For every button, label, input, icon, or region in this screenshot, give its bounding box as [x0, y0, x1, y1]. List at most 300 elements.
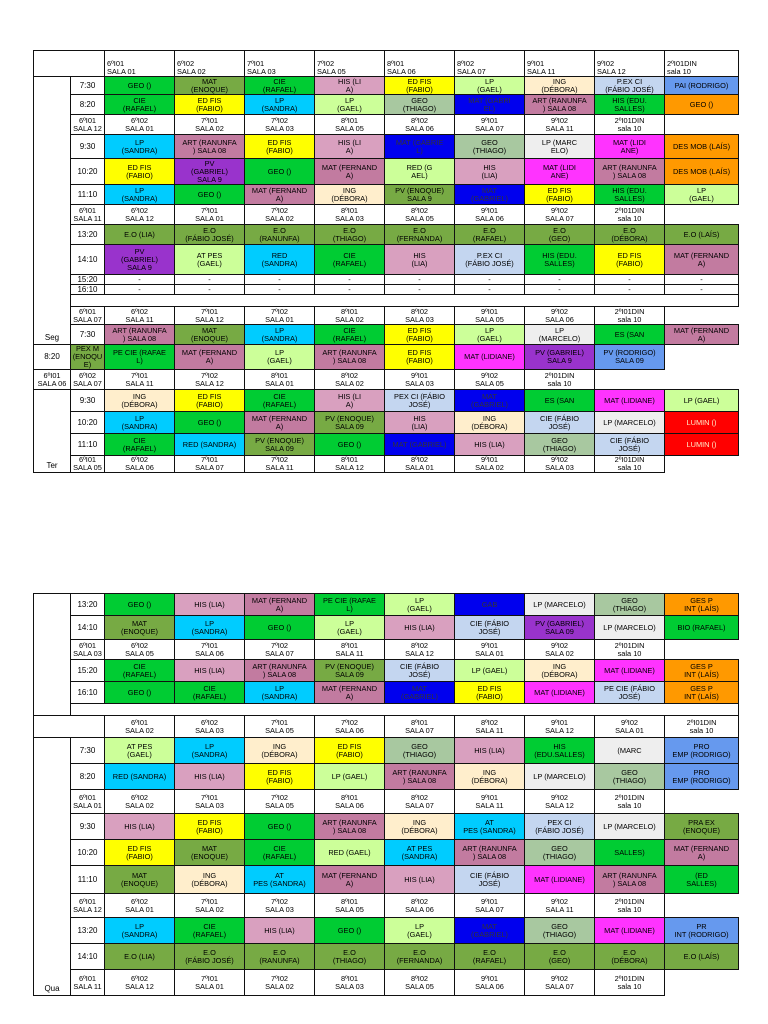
class-room-cell: 8ºI01 SALA 05 [315, 115, 385, 135]
class-room-cell: 6ºI01 SALA 02 [105, 716, 175, 738]
day-label [34, 51, 105, 77]
schedule-row [34, 135, 739, 159]
class-cell: HIS (LIA) [245, 918, 315, 944]
class-cell: E.O (RAFAEL) [455, 225, 525, 245]
time-slot: 10:20 [71, 840, 105, 866]
class-cell: AT PES (GAEL) [175, 245, 245, 275]
class-room-cell: 7ºI02 SALA 03 [245, 894, 315, 918]
class-cell: ED FIS (FABIO) [175, 390, 245, 412]
class-cell: GEO () [245, 814, 315, 840]
class-room-cell: 7ºI01 SALA 01 [175, 205, 245, 225]
class-room-cell: 2ºI01DIN sala 10 [595, 115, 665, 135]
class-room-cell: 8ºI01 SALA 11 [315, 640, 385, 660]
class-room-cell: 7ºI01 SALA 11 [105, 370, 175, 390]
class-room-cell: 6ºI02 SALA 03 [175, 716, 245, 738]
class-room-cell: 9ºI02 SALA 02 [525, 640, 595, 660]
class-cell: LP (GAEL) [385, 918, 455, 944]
schedule-block-2 [33, 593, 738, 996]
schedule-row [34, 275, 739, 285]
class-cell: PV (RODRIGO) SALA 09 [595, 345, 665, 370]
class-cell: CIE (RAFAEL) [245, 77, 315, 95]
time-slot: 10:20 [71, 159, 105, 185]
class-cell: MAT (LIDIANE) [455, 345, 525, 370]
time-slot: 14:10 [71, 944, 105, 970]
class-cell: AT PES (SANDRA) [385, 840, 455, 866]
class-cell: CIE (RAFAEL) [315, 325, 385, 345]
class-cell: ED FIS (FABIO) [385, 325, 455, 345]
class-cell: HIS (LI A) [315, 135, 385, 159]
class-room-cell: - [105, 275, 175, 285]
class-cell: CIE (RAFAEL) [105, 95, 175, 115]
class-cell: HIS (LIA) [175, 594, 245, 616]
class-cell: CIE (FÁBIO JOSÉ) [385, 660, 455, 682]
time-slot: 13:20 [71, 225, 105, 245]
day-label: Seg [34, 77, 71, 345]
class-cell: GEO () [175, 412, 245, 434]
schedule-row [34, 790, 739, 814]
class-room-cell: 6ºI02 SALA 11 [105, 307, 175, 325]
class-room-cell: - [595, 275, 665, 285]
class-room-cell: 8ºI02 SALA 11 [455, 716, 525, 738]
schedule-row [34, 640, 739, 660]
class-cell: ING (DÉBORA) [245, 738, 315, 764]
class-cell: ART (RANUNFA ) SALA 08 [175, 135, 245, 159]
class-cell: PEX CI (FÁBIO JOSÉ) [525, 814, 595, 840]
class-room-cell: 2ºI01DIN sala 10 [595, 640, 665, 660]
class-room-cell: 9ºI02 SALA 11 [525, 115, 595, 135]
class-room-cell: - [525, 275, 595, 285]
class-cell: LP (SANDRA) [105, 135, 175, 159]
class-cell: HIS (LIA) [385, 866, 455, 894]
schedule-row [34, 434, 739, 456]
class-room-cell: 7ºI02 SALA 02 [245, 970, 315, 996]
class-cell: LP (MARCELO) [595, 814, 665, 840]
time-slot: 8:20 [71, 764, 105, 790]
class-cell: MAT (GABRIEL) [385, 682, 455, 704]
class-cell: HIS (EDU. SALLES) [525, 245, 595, 275]
time-slot: 7:30 [71, 77, 105, 95]
class-cell: HIS (LIA) [385, 412, 455, 434]
class-cell: CIE (FÁBIO JOSÉ) [525, 412, 595, 434]
class-room-cell: 6ºI01 SALA 01 [71, 790, 105, 814]
class-cell: DES MOB (LAÍS) [665, 159, 739, 185]
class-room-cell: 6ºI02 SALA 01 [105, 894, 175, 918]
class-cell: PV (GABRIEL) SALA 9 [105, 245, 175, 275]
schedule-row [34, 456, 739, 473]
class-room-cell: 9ºI01 SALA 06 [455, 205, 525, 225]
class-room-cell: 7ºI02 SALA 12 [175, 370, 245, 390]
class-cell: LP (SANDRA) [105, 185, 175, 205]
time-slot: 10:20 [71, 412, 105, 434]
schedule-row [34, 345, 739, 370]
class-cell: GEO () [105, 682, 175, 704]
class-room-cell: 8ºI01 SALA 06 [385, 51, 455, 77]
class-cell: CIE (RAFAEL) [105, 434, 175, 456]
class-cell: LUMIN () [665, 412, 739, 434]
class-room-cell: - [595, 285, 665, 295]
class-cell: E.O (FERNANDA) [385, 944, 455, 970]
class-cell: LP (GAEL) [665, 185, 739, 205]
time-slot: 15:20 [71, 660, 105, 682]
class-room-cell: 9ºI01 SALA 07 [455, 115, 525, 135]
class-cell: LP (GAEL) [315, 95, 385, 115]
class-cell: ING (DÉBORA) [525, 660, 595, 682]
class-cell: LP (GAEL) [315, 616, 385, 640]
class-cell: LP (SANDRA) [175, 616, 245, 640]
class-cell: GEO () [105, 594, 175, 616]
class-cell: ING (DÉBORA) [175, 866, 245, 894]
schedule-row [34, 944, 739, 970]
class-cell: RED (SANDRA) [245, 245, 315, 275]
class-room-cell: 7ºI02 SALA 07 [245, 640, 315, 660]
class-room-cell: 8ºI01 SALA 03 [315, 205, 385, 225]
class-cell: ED FIS (FABIO) [175, 814, 245, 840]
class-room-cell: 7ºI02 SALA 05 [315, 51, 385, 77]
class-cell: GES P INT (LAÍS) [665, 682, 739, 704]
class-cell: DES MOB (LAÍS) [665, 135, 739, 159]
class-cell: ED FIS (FABIO) [595, 245, 665, 275]
class-cell: BIO (RAFAEL) [665, 616, 739, 640]
class-cell: CIE (RAFAEL) [175, 918, 245, 944]
time-slot: 11:10 [71, 185, 105, 205]
class-room-cell: 6ºI02 SALA 12 [105, 970, 175, 996]
class-cell: PRA EX (ENOQUE) [665, 814, 739, 840]
schedule-row [34, 295, 739, 307]
class-room-cell: 8ºI01 SALA 12 [315, 456, 385, 473]
day-label [34, 594, 71, 716]
schedule-row [34, 682, 739, 704]
class-cell: E.O (DÉBORA) [595, 944, 665, 970]
class-room-cell: - [385, 285, 455, 295]
class-cell: E.O (DÉBORA) [595, 225, 665, 245]
class-cell: GEO () [315, 918, 385, 944]
class-room-cell: 7ºI02 SALA 05 [245, 790, 315, 814]
class-room-cell: 7ºI01 SALA 02 [175, 115, 245, 135]
class-cell: PE CIE (FÁBIO JOSÉ) [595, 682, 665, 704]
time-slot: 7:30 [71, 325, 105, 345]
class-cell: MAT (GABRI EL) [455, 95, 525, 115]
schedule-row [34, 660, 739, 682]
class-cell: E.O (RANUNFA) [245, 225, 315, 245]
class-cell: GEO (THIAGO) [385, 95, 455, 115]
schedule-row [34, 159, 739, 185]
class-cell: ING (DÉBORA) [385, 814, 455, 840]
schedule-row [34, 594, 739, 616]
class-room-cell: 6ºI01 SALA 06 [34, 370, 71, 390]
schedule-row [34, 390, 739, 412]
class-room-cell: 6ºI01 SALA 05 [71, 456, 105, 473]
class-cell: MAT (FERNAND A) [245, 185, 315, 205]
class-cell: LP (MARCELO) [595, 616, 665, 640]
class-cell: E.O (LIA) [105, 225, 175, 245]
class-room-cell: 2ºI01DIN sala 10 [595, 456, 665, 473]
class-cell: MAT (FERNAND A) [175, 345, 245, 370]
schedule-row [34, 866, 739, 894]
class-cell: ART (RANUNFA ) SALA 08 [595, 159, 665, 185]
class-cell: LUMIN () [665, 434, 739, 456]
class-room-cell: 9ºI01 SALA 01 [455, 640, 525, 660]
class-room-cell: 9ºI02 SALA 05 [455, 370, 525, 390]
class-cell: RED (SANDRA) [105, 764, 175, 790]
time-slot: 8:20 [34, 345, 71, 370]
class-cell: HIS (LIA) [455, 159, 525, 185]
class-cell: MAT (FERNAND A) [315, 159, 385, 185]
class-room-cell: 8ºI02 SALA 12 [385, 640, 455, 660]
class-cell: HIS (LIA) [105, 814, 175, 840]
class-room-cell: 7ºI01 SALA 07 [175, 456, 245, 473]
class-cell: MAT (LIDIANE) [595, 918, 665, 944]
class-cell: MAT (GABRIEL) [455, 918, 525, 944]
class-room-cell: 7ºI01 SALA 02 [175, 894, 245, 918]
class-cell: E.O (GEO) [525, 225, 595, 245]
time-slot: 16:10 [71, 285, 105, 295]
time-slot: 9:30 [71, 814, 105, 840]
class-cell: GEO (THIAGO) [525, 434, 595, 456]
class-room-cell: 8ºI02 SALA 07 [385, 790, 455, 814]
class-room-cell: 2ºI01DIN sala 10 [665, 716, 739, 738]
schedule-row [34, 764, 739, 790]
class-cell: RED (GAEL) [315, 840, 385, 866]
schedule-row [34, 285, 739, 295]
class-cell: AT PES (GAEL) [105, 738, 175, 764]
class-cell: CIE (RAFAEL) [175, 682, 245, 704]
class-room-cell: - [175, 275, 245, 285]
class-room-cell: 8ºI01 SALA 05 [315, 894, 385, 918]
class-cell: MAT (FERNAND A) [665, 325, 739, 345]
schedule-row [34, 970, 739, 996]
class-room-cell: 7ºI01 SALA 03 [175, 790, 245, 814]
class-room-cell: 9ºI02 SALA 01 [595, 716, 665, 738]
class-cell: LP (SANDRA) [245, 682, 315, 704]
class-cell: CIE (RAFAEL) [315, 245, 385, 275]
class-room-cell: 9ºI01 SALA 06 [455, 970, 525, 996]
class-cell: LP (GAEL) [455, 325, 525, 345]
class-room-cell: 2ºI01DIN sala 10 [595, 894, 665, 918]
class-cell: ART (RANUNFA ) SALA 08 [385, 764, 455, 790]
class-cell: HIS (EDU. SALLES) [595, 185, 665, 205]
class-room-cell: - [665, 285, 739, 295]
class-cell: ART (RANUNFA ) SALA 08 [595, 866, 665, 894]
time-slot: 11:10 [71, 866, 105, 894]
class-room-cell: - [245, 275, 315, 285]
class-cell: LP (MARCELO) [525, 325, 595, 345]
class-cell: MAT (ENOQUE) [175, 77, 245, 95]
schedule-row [34, 205, 739, 225]
day-label [34, 716, 105, 738]
class-room-cell: 9ºI02 SALA 11 [525, 894, 595, 918]
class-cell: MAT (GABRIE L) [385, 135, 455, 159]
class-room-cell: - [105, 285, 175, 295]
class-cell: ED FIS (FABIO) [175, 95, 245, 115]
class-room-cell: 6ºI01 SALA 03 [71, 640, 105, 660]
class-room-cell: 7ºI01 SALA 03 [245, 51, 315, 77]
class-room-cell: 6ºI02 SALA 06 [105, 456, 175, 473]
class-cell: MAT (FERNAND A) [245, 412, 315, 434]
class-cell: PV (ENOQUE) SALA 09 [315, 660, 385, 682]
class-cell: ED FIS (FABIO) [245, 135, 315, 159]
class-cell: GES P INT (LAÍS) [665, 594, 739, 616]
class-room-cell: 6ºI01 SALA 12 [71, 894, 105, 918]
class-room-cell: 8ºI02 SALA 06 [385, 115, 455, 135]
class-cell: E.O (FÁBIO JOSÉ) [175, 944, 245, 970]
schedule-row [34, 95, 739, 115]
class-cell: LP (MARC ELO) [525, 135, 595, 159]
class-cell: E.O (FÁBIO JOSÉ) [175, 225, 245, 245]
class-cell: MAT (FERNAND A) [315, 866, 385, 894]
class-room-cell: 9ºI02 SALA 06 [525, 307, 595, 325]
schedule-row [34, 840, 739, 866]
class-room-cell: 7ºI01 SALA 01 [175, 970, 245, 996]
schedule-row [34, 115, 739, 135]
class-cell: MAT (LIDIANE) [525, 866, 595, 894]
class-cell: MAT (LIDIANE) [525, 682, 595, 704]
class-cell: E.O (LAÍS) [665, 944, 739, 970]
class-cell: LP (SANDRA) [175, 738, 245, 764]
class-room-cell: 2ºI01DIN sala 10 [525, 370, 595, 390]
class-room-cell: 9ºI01 SALA 03 [385, 370, 455, 390]
class-room-cell: 2ºI01DIN sala 10 [595, 307, 665, 325]
schedule-row [34, 738, 739, 764]
class-cell: RED (SANDRA) [175, 434, 245, 456]
class-cell: CIE (FÁBIO JOSÉ) [455, 616, 525, 640]
schedule-row [34, 412, 739, 434]
class-cell: PEX CI (FÁBIO JOSÉ) [385, 390, 455, 412]
class-room-cell: 7ºI02 SALA 03 [245, 115, 315, 135]
schedule-row [34, 370, 739, 390]
class-cell: HIS (LIA) [455, 738, 525, 764]
time-slot: 16:10 [71, 682, 105, 704]
schedule-row [34, 716, 739, 738]
class-cell: ES (SAN [595, 325, 665, 345]
class-cell: LP (GAEL) [385, 594, 455, 616]
class-room-cell: 9ºI02 SALA 12 [525, 790, 595, 814]
class-cell: MAT (LIDIANE) [595, 390, 665, 412]
class-cell: ED FIS (FABIO) [105, 840, 175, 866]
time-slot: 14:10 [71, 616, 105, 640]
class-room-cell: 7ºI02 SALA 01 [245, 307, 315, 325]
schedule-row [34, 225, 739, 245]
class-room-cell: - [245, 285, 315, 295]
class-cell: HIS (LIA) [385, 616, 455, 640]
class-cell: E.O (LAÍS) [665, 225, 739, 245]
class-cell: ART (RANUNFA ) SALA 08 [315, 345, 385, 370]
class-cell: ED FIS (FABIO) [455, 682, 525, 704]
class-cell: E.O (THIAGO) [315, 944, 385, 970]
schedule-row [34, 894, 739, 918]
class-cell: ING (DÉBORA) [455, 412, 525, 434]
class-cell: ED FIS (FABIO) [105, 159, 175, 185]
class-room-cell: - [175, 285, 245, 295]
class-room-cell: - [315, 285, 385, 295]
class-cell: ART (RANUNFA ) SALA 08 [245, 660, 315, 682]
schedule-block-1 [33, 50, 738, 473]
class-cell: GEO () [245, 616, 315, 640]
time-slot: 7:30 [71, 738, 105, 764]
class-cell: MAT (ENOQUE) [175, 840, 245, 866]
class-room-cell: 8ºI01 SALA 01 [245, 370, 315, 390]
class-room-cell: 9ºI01 SALA 12 [525, 716, 595, 738]
class-cell: ED FIS (FABIO) [525, 185, 595, 205]
class-cell: E.O (GEO) [525, 944, 595, 970]
schedule-row [34, 814, 739, 840]
class-cell: HIS (LIA) [455, 434, 525, 456]
class-cell: MAT (LIDI ANE) [595, 135, 665, 159]
time-slot: 9:30 [71, 390, 105, 412]
class-cell: HIS (EDU.SALLES) [525, 738, 595, 764]
class-room-cell: - [315, 275, 385, 285]
class-room-cell: 9ºI02 SALA 07 [525, 970, 595, 996]
class-cell: E.O (RAFAEL) [455, 944, 525, 970]
time-slot: 11:10 [71, 434, 105, 456]
class-room-cell: 7ºI01 SALA 05 [245, 716, 315, 738]
class-cell: LP (GAEL) [455, 77, 525, 95]
class-room-cell: - [385, 275, 455, 285]
class-cell: LP (MARCELO) [525, 764, 595, 790]
class-room-cell: 2ºI01DIN sala 10 [595, 205, 665, 225]
class-cell: ED FIS (FABIO) [385, 345, 455, 370]
class-cell: GEO () [245, 159, 315, 185]
class-room-cell [71, 704, 739, 716]
class-room-cell: 6ºI02 SALA 01 [105, 115, 175, 135]
class-cell: MAT (LIDIANE) [595, 660, 665, 682]
class-room-cell: 9ºI02 SALA 07 [525, 205, 595, 225]
class-cell: MAT (GABRIEL) [385, 434, 455, 456]
class-cell: CIE (FÁBIO JOSÉ) [595, 434, 665, 456]
class-room-cell: 6ºI02 SALA 12 [105, 205, 175, 225]
class-cell: PR INT (RODRIGO) [665, 918, 739, 944]
time-slot: 13:20 [71, 918, 105, 944]
class-room-cell: 8ºI02 SALA 02 [315, 370, 385, 390]
class-room-cell: 2ºI01DIN sala 10 [665, 51, 739, 77]
class-room-cell: 8ºI01 SALA 07 [385, 716, 455, 738]
class-cell: PV (GABRIEL) SALA 9 [525, 345, 595, 370]
schedule-row [34, 616, 739, 640]
class-cell: E.O (LIA) [105, 944, 175, 970]
class-cell: PV (GABRIEL) SALA 9 [175, 159, 245, 185]
schedule-row [34, 185, 739, 205]
class-cell: LP (SANDRA) [245, 95, 315, 115]
class-room-cell: - [525, 285, 595, 295]
class-cell: SALLES) [595, 840, 665, 866]
class-room-cell: 6ºI01 SALA 11 [71, 205, 105, 225]
class-room-cell: 7ºI01 SALA 06 [175, 640, 245, 660]
class-room-cell: 7ºI01 SALA 12 [175, 307, 245, 325]
time-slot: 15:20 [71, 275, 105, 285]
class-cell: (MARC [595, 738, 665, 764]
class-cell: E.O (RANUNFA) [245, 944, 315, 970]
class-cell: LP (GAEL) [315, 764, 385, 790]
class-room-cell: 2ºI01DIN sala 10 [595, 970, 665, 996]
schedule-row [34, 51, 739, 77]
class-cell: PV (ENOQUE) SALA 09 [245, 434, 315, 456]
class-room-cell: 8ºI02 SALA 07 [455, 51, 525, 77]
class-cell: LP (GAEL) [455, 660, 525, 682]
class-room-cell: 6ºI02 SALA 05 [105, 640, 175, 660]
class-cell: MAT (ENOQUE) [175, 325, 245, 345]
class-cell: ART (RANUNFA ) SALA 08 [525, 95, 595, 115]
class-cell: HIS (LIA) [175, 764, 245, 790]
class-cell: GES P INT (LAÍS) [665, 660, 739, 682]
schedule-row [34, 325, 739, 345]
class-room-cell [71, 295, 739, 307]
class-room-cell: 9ºI02 SALA 12 [595, 51, 665, 77]
schedule-row [34, 918, 739, 944]
class-cell: GEO (THIAGO) [595, 594, 665, 616]
class-room-cell: 2ºI01DIN sala 10 [595, 790, 665, 814]
class-room-cell: 9ºI01 SALA 11 [525, 51, 595, 77]
class-cell: E.O (FERNANDA) [385, 225, 455, 245]
class-cell: PE CIE (RAFAE L) [315, 594, 385, 616]
